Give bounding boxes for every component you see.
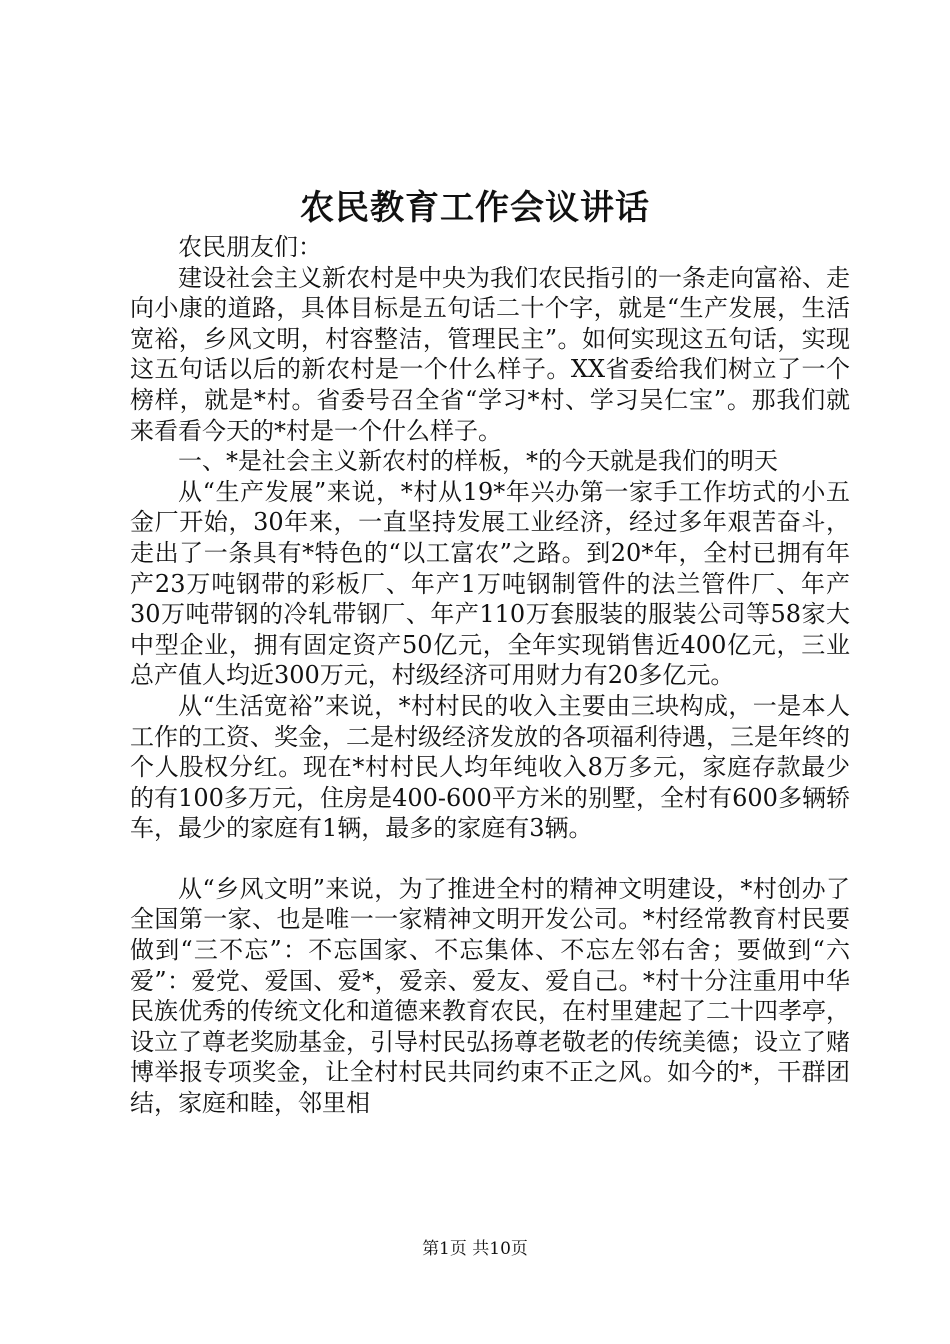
salutation: 农民朋友们： — [178, 233, 322, 261]
page-footer: 第1页 共10页 — [422, 1239, 528, 1259]
document-body — [130, 232, 850, 1119]
paragraph-production: 从“生产发展”来说，*村从19*年兴办第一家手工作坊式的小五金厂开始，30年来，一直坚持发展工业经济，经过多年艰苦奋斗，走出了一条具有*特色的“以工富农”之路。到20*年，全村已拥有年产23万吨钢带的彩板厂、年产1万吨钢制管件的法兰管件厂、年产30万吨带钢的冷轧带钢厂、年产110万套服装的服装公司等58家大中型企业，拥有固定资产50亿元，全年实现销售近400亿元，三业总产值人均近300万元，村级经济可用财力有20多亿元。 — [130, 477, 850, 690]
paragraph-living: 从“生活宽裕”来说，*村村民的收入主要由三块构成，一是本人工作的工资、奖金，二是村级经济发放的各项福利待遇，三是年终的个人股权分红。现在*村村民人均年纯收入8万多元，家庭存款最少的有100多万元，住房是400-600平方米的别墅，全村有600多辆轿车，最少的家庭有1辆，最多的家庭有3辆。 — [130, 691, 850, 843]
document-title: 农民教育工作会议讲话 — [300, 188, 650, 228]
section-heading: 一、*是社会主义新农村的样板，*的今天就是我们的明天 — [178, 447, 778, 476]
paragraph-civilization: 从“乡风文明”来说，为了推进全村的精神文明建设，*村创办了全国第一家、也是唯一一家精神文明开发公司。*村经常教育村民要做到“三不忘”：不忘国家、不忘集体、不忘左邻右舍；要做到“六爱”：爱党、爱国、爱*，爱亲、爱友、爱自己。*村十分注重用中华民族优秀的传统文化和道德来教育农民，在村里建起了二十四孝亭，设立了尊老奖励基金，引导村民弘扬尊老敬老的传统美德；设立了赌博举报专项奖金，让全村村民共同约束不正之风。如今的*，干群团结，家庭和睦，邻里相 — [130, 874, 850, 1118]
paragraph-intro: 建设社会主义新农村是中央为我们农民指引的一条走向富裕、走向小康的道路，具体目标是五句话二十个字，就是“生产发展，生活宽裕，乡风文明，村容整洁，管理民主”。如何实现这五句话，实现这五句话以后的新农村是一个什么样子。XX省委给我们树立了一个榜样，就是*村。省委号召全省“学习*村、学习吴仁宝”。那我们就来看看今天的*村是一个什么样子。 — [130, 263, 850, 445]
